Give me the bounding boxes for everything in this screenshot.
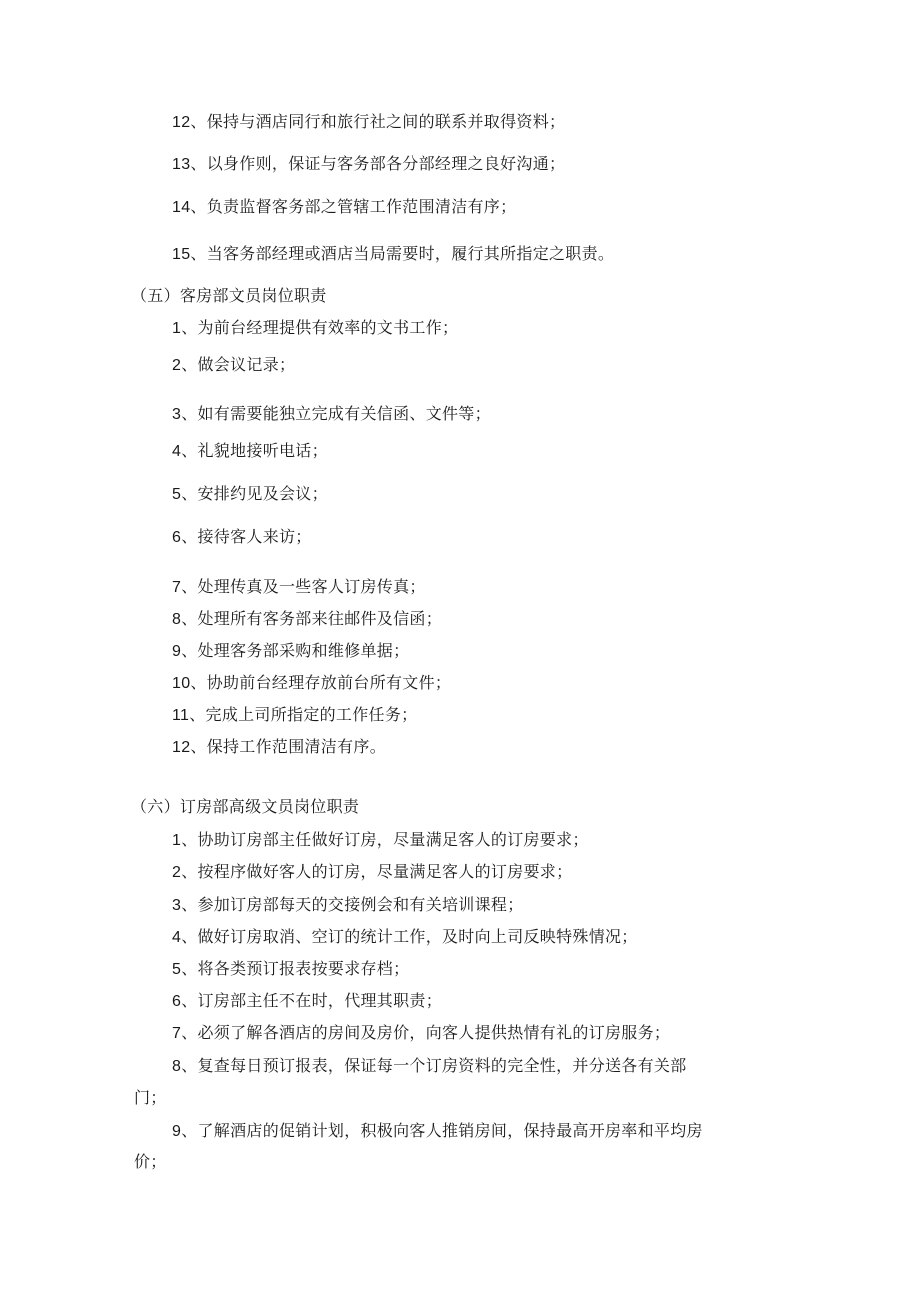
item-number: 3 <box>172 406 182 423</box>
list-item <box>172 862 572 883</box>
list-item <box>172 318 458 339</box>
item-number: 7 <box>172 579 182 596</box>
list-item <box>172 959 409 980</box>
item-text: 、处理客务部采购和维修单据； <box>181 641 410 660</box>
item-text: 、保持工作范围清洁有序。 <box>190 737 387 756</box>
list-item-continuation: 价； <box>134 1152 167 1171</box>
list-item <box>172 112 565 133</box>
item-number: 9 <box>172 643 182 660</box>
list-item <box>172 404 491 425</box>
item-text: 、为前台经理提供有效率的文书工作； <box>181 318 459 337</box>
item-text: 、参加订房部每天的交接例会和有关培训课程； <box>181 895 524 914</box>
item-number: 8 <box>172 1058 182 1075</box>
list-item <box>172 1121 703 1142</box>
item-number: 3 <box>172 897 182 914</box>
list-item <box>172 355 295 376</box>
item-text: 、当客务部经理或酒店当局需要时，履行其所指定之职责。 <box>190 244 615 263</box>
item-text: 、保持与酒店同行和旅行社之间的联系并取得资料； <box>190 112 566 131</box>
list-item <box>172 577 426 598</box>
section-heading: （五）客房部文员岗位职责 <box>131 286 327 305</box>
list-item <box>172 154 565 175</box>
item-text: 、以身作则，保证与客务部各分部经理之良好沟通； <box>190 154 566 173</box>
item-text: 、按程序做好客人的订房，尽量满足客人的订房要求； <box>181 862 573 881</box>
item-text: 、接待客人来访； <box>181 527 312 546</box>
list-item <box>172 830 589 851</box>
item-number: 14 <box>172 199 191 216</box>
item-text: 、复查每日预订报表，保证每一个订房资料的完全性，并分送各有关部 <box>181 1056 687 1075</box>
item-text: 、将各类预订报表按要求存档； <box>181 959 410 978</box>
list-item <box>172 705 417 726</box>
list-item <box>172 641 409 662</box>
item-number: 4 <box>172 443 182 460</box>
item-number: 8 <box>172 611 182 628</box>
item-text: 、了解酒店的促销计划，积极向客人推销房间，保持最高开房率和平均房 <box>181 1121 703 1140</box>
item-text: 、如有需要能独立完成有关信函、文件等； <box>181 404 491 423</box>
list-item <box>172 927 638 948</box>
item-number: 1 <box>172 832 182 849</box>
item-number: 2 <box>172 357 182 374</box>
item-text: 、负责监督客务部之管辖工作范围清洁有序； <box>190 197 517 216</box>
item-text: 、处理所有客务部来往邮件及信函； <box>181 609 443 628</box>
section-heading: （六）订房部高级文员岗位职责 <box>131 797 360 816</box>
item-text: 、协助前台经理存放前台所有文件； <box>190 673 452 692</box>
item-text: 、做好订房取消、空订的统计工作，及时向上司反映特殊情况； <box>181 927 638 946</box>
list-item <box>172 244 614 265</box>
item-number: 12 <box>172 739 191 756</box>
list-item <box>172 673 451 694</box>
list-item <box>172 527 312 548</box>
item-number: 2 <box>172 864 182 881</box>
item-number: 10 <box>172 675 191 692</box>
item-text: 、礼貌地接听电话； <box>181 441 328 460</box>
item-number: 4 <box>172 929 182 946</box>
item-number: 6 <box>172 529 182 546</box>
list-item <box>172 441 328 462</box>
list-item <box>172 197 516 218</box>
list-item-continuation: 门； <box>134 1088 167 1107</box>
item-text: 、完成上司所指定的工作任务； <box>189 705 418 724</box>
item-text: 、必须了解各酒店的房间及房价，向客人提供热情有礼的订房服务； <box>181 1023 671 1042</box>
list-item <box>172 991 442 1012</box>
item-number: 12 <box>172 114 191 131</box>
item-number: 11 <box>172 707 190 724</box>
item-number: 15 <box>172 246 191 263</box>
list-item <box>172 737 386 758</box>
item-text: 、订房部主任不在时，代理其职责； <box>181 991 443 1010</box>
item-number: 7 <box>172 1025 182 1042</box>
item-text: 、协助订房部主任做好订房，尽量满足客人的订房要求； <box>181 830 589 849</box>
item-number: 5 <box>172 486 182 503</box>
item-number: 6 <box>172 993 182 1010</box>
item-number: 1 <box>172 320 182 337</box>
list-item <box>172 1023 670 1044</box>
list-item <box>172 895 524 916</box>
item-number: 9 <box>172 1123 182 1140</box>
item-text: 、安排约见及会议； <box>181 484 328 503</box>
list-item <box>172 484 328 505</box>
list-item <box>172 609 442 630</box>
item-text: 、处理传真及一些客人订房传真； <box>181 577 426 596</box>
item-text: 、做会议记录； <box>181 355 296 374</box>
item-number: 5 <box>172 961 182 978</box>
list-item <box>172 1056 687 1077</box>
item-number: 13 <box>172 156 191 173</box>
